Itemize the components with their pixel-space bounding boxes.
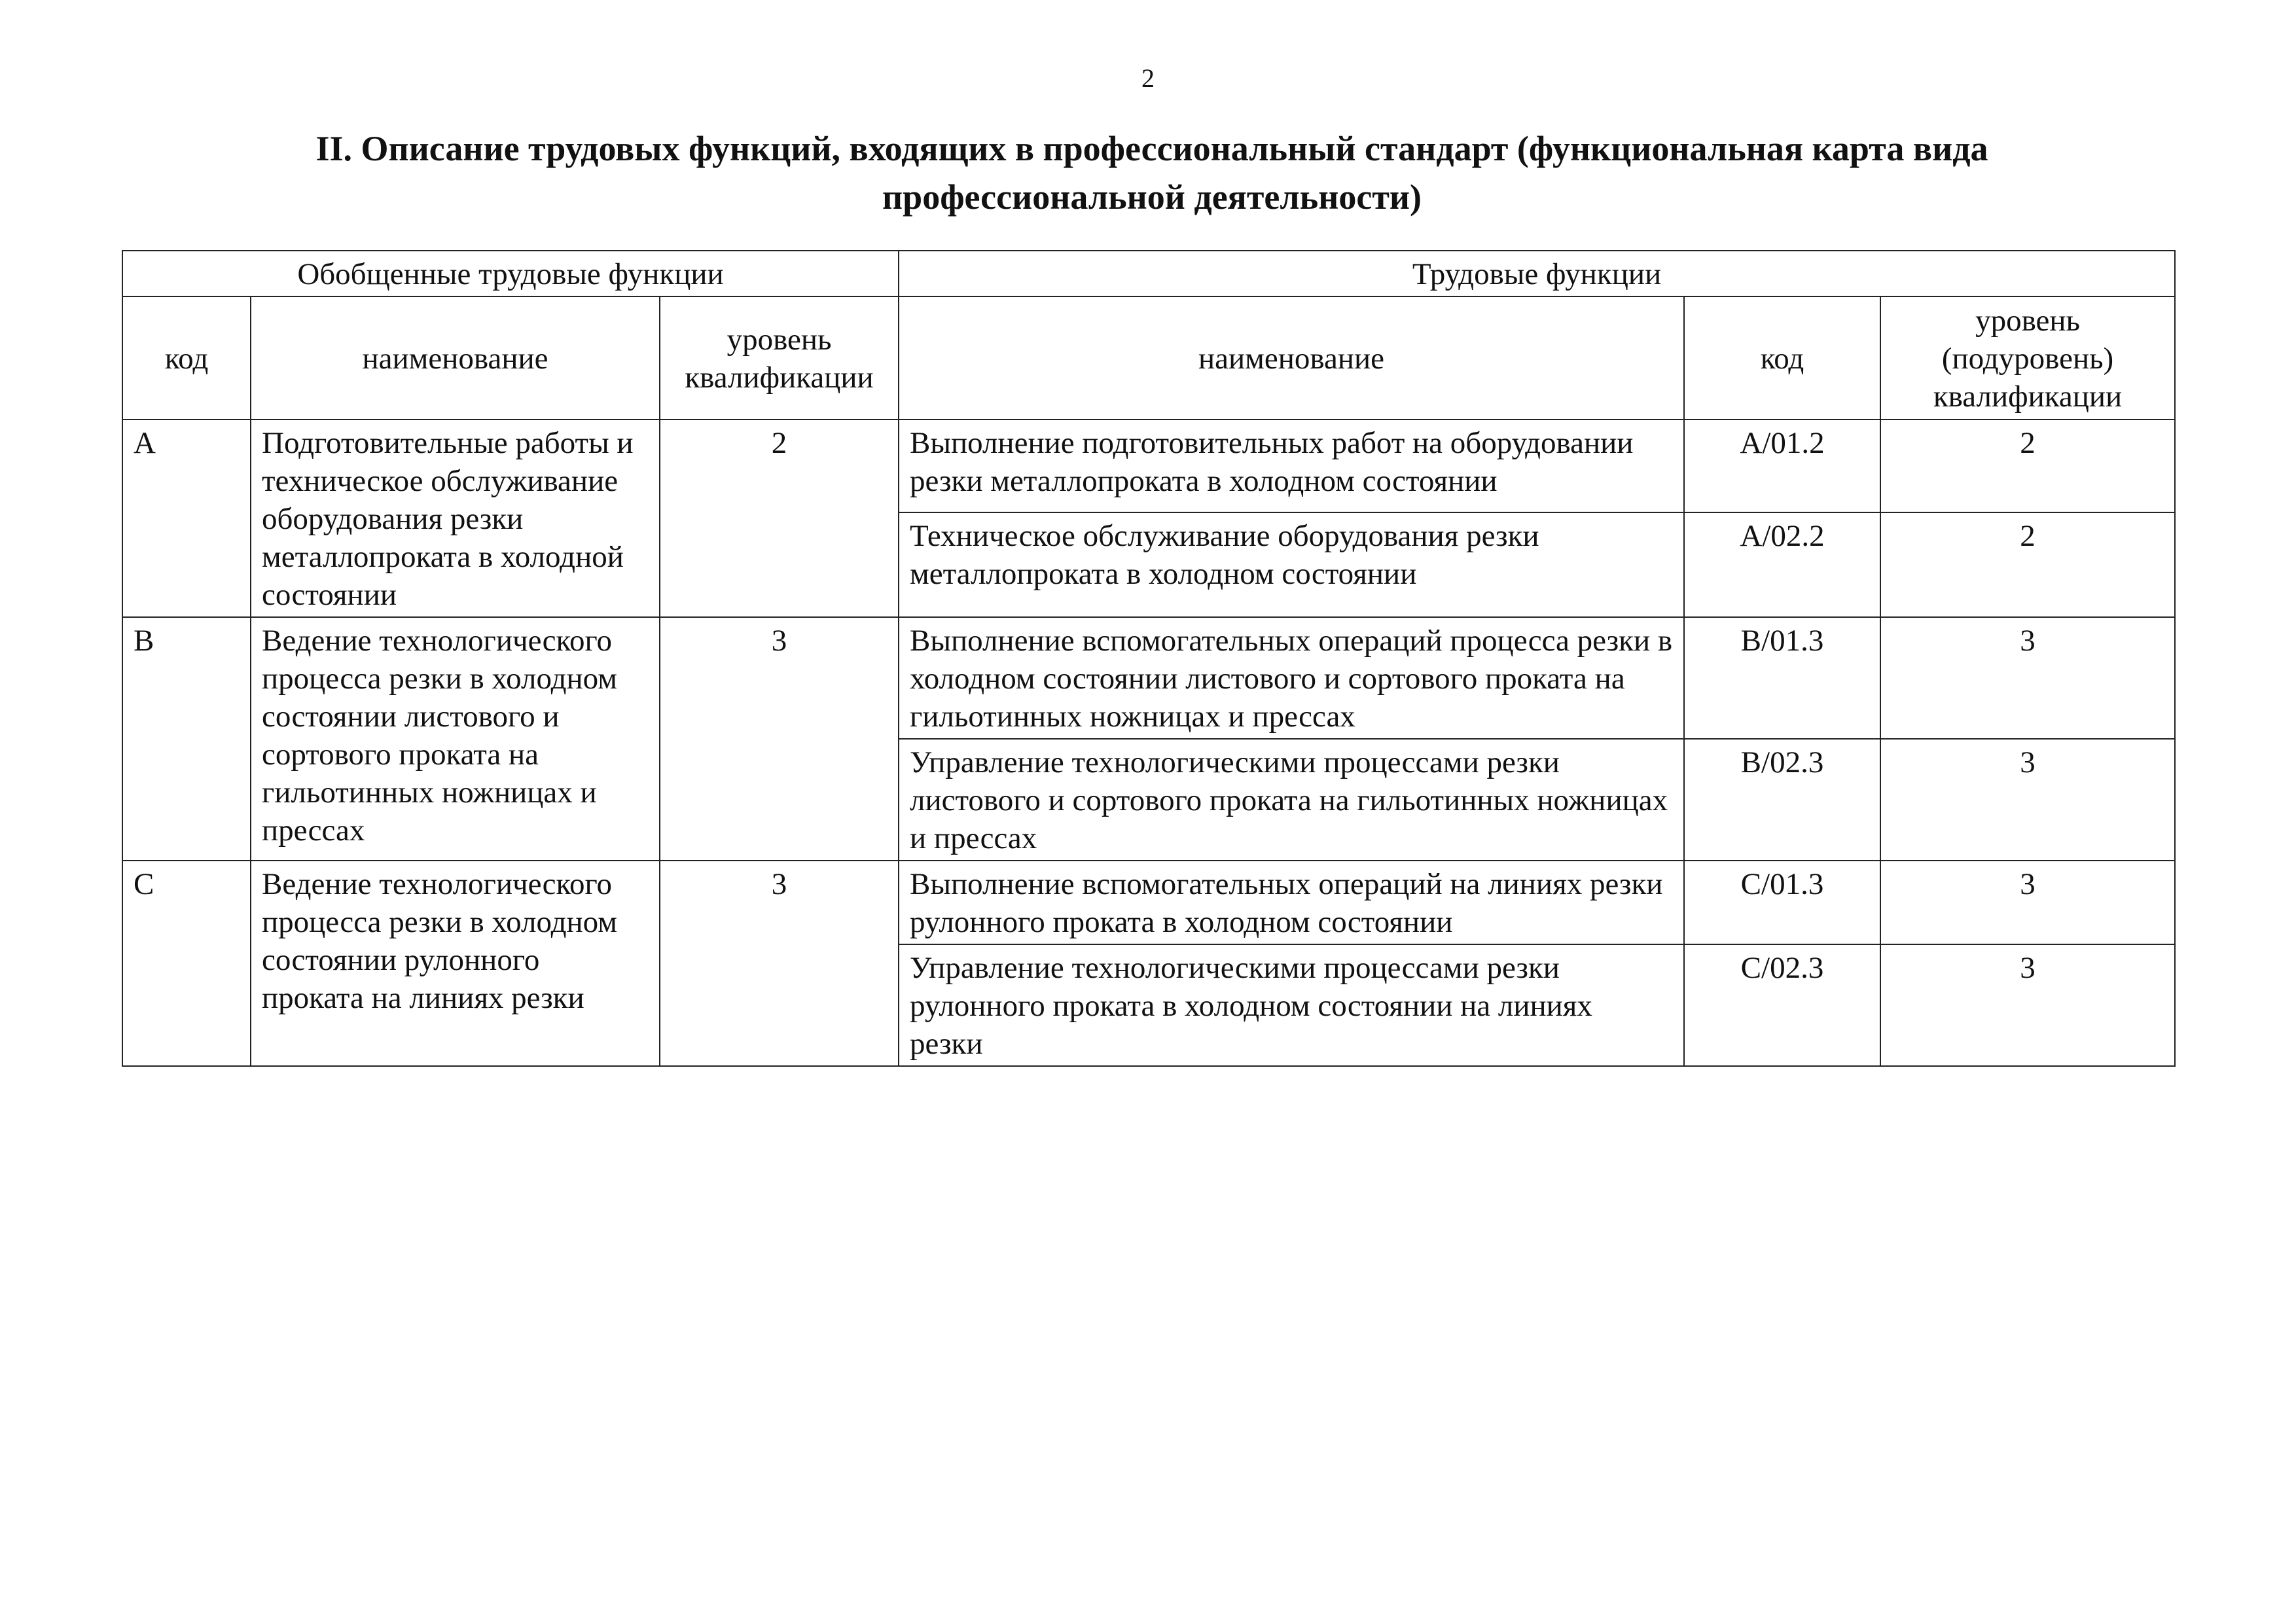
gen-code-cell: A [122,419,251,617]
func-code-cell: B/02.3 [1684,739,1880,861]
gen-level-cell: 3 [660,617,899,861]
gen-code-header: код [122,296,251,419]
table-row [122,419,2175,512]
func-name-cell: Управление технологическими процессами резки листового и сортового проката на гильотинных ножницах и прессах [899,739,1684,861]
func-code-cell: C/02.3 [1684,944,1880,1066]
func-code-cell: B/01.3 [1684,617,1880,739]
func-level-cell: 2 [1880,419,2175,512]
section-title-line-2: профессиональной деятельности) [882,177,1422,217]
gen-name-cell: Подготовительные работы и техническое обслуживание оборудования резки металлопроката в холодной состоянии [251,419,660,617]
table-row [122,617,2175,739]
func-level-cell: 2 [1880,512,2175,617]
func-level-cell: 3 [1880,944,2175,1066]
func-level-cell: 3 [1880,739,2175,861]
func-name-cell: Выполнение вспомогательных операций на линиях резки рулонного проката в холодном состоянии [899,861,1684,944]
gen-level-cell: 3 [660,861,899,1066]
generalized-functions-header: Обобщенные трудовые функции [122,251,899,296]
func-name-header: наименование [899,296,1684,419]
page-number: 2 [1141,63,1155,93]
func-name-cell: Выполнение вспомогательных операций процесса резки в холодном состоянии листового и сортового проката на гильотинных ножницах и прессах [899,617,1684,739]
section-title [209,124,2094,221]
column-header-row [122,296,2175,419]
func-level-header: уровень (подуровень) квалификации [1880,296,2175,419]
gen-code-cell: B [122,617,251,861]
func-name-cell: Техническое обслуживание оборудования резки металлопроката в холодном состоянии [899,512,1684,617]
gen-name-cell: Ведение технологического процесса резки в холодном состоянии рулонного проката на линиях резки [251,861,660,1066]
gen-level-header: уровень квалификации [660,296,899,419]
func-code-header: код [1684,296,1880,419]
gen-level-cell: 2 [660,419,899,617]
group-header-row [122,251,2175,296]
func-code-cell: A/02.2 [1684,512,1880,617]
labor-functions-header: Трудовые функции [899,251,2175,296]
func-code-cell: A/01.2 [1684,419,1880,512]
section-title-line-1: II. Описание трудовых функций, входящих в профессиональный стандарт (функциональная карта вида [315,129,1988,168]
gen-name-header: наименование [251,296,660,419]
func-level-cell: 3 [1880,861,2175,944]
functional-map-table [122,250,2176,1067]
gen-code-cell: C [122,861,251,1066]
func-name-cell: Выполнение подготовительных работ на оборудовании резки металлопроката в холодном состоянии [899,419,1684,512]
table-row [122,861,2175,944]
func-code-cell: C/01.3 [1684,861,1880,944]
gen-name-cell: Ведение технологического процесса резки в холодном состоянии листового и сортового проката на гильотинных ножницах и прессах [251,617,660,861]
func-level-cell: 3 [1880,617,2175,739]
func-name-cell: Управление технологическими процессами резки рулонного проката в холодном состоянии на линиях резки [899,944,1684,1066]
